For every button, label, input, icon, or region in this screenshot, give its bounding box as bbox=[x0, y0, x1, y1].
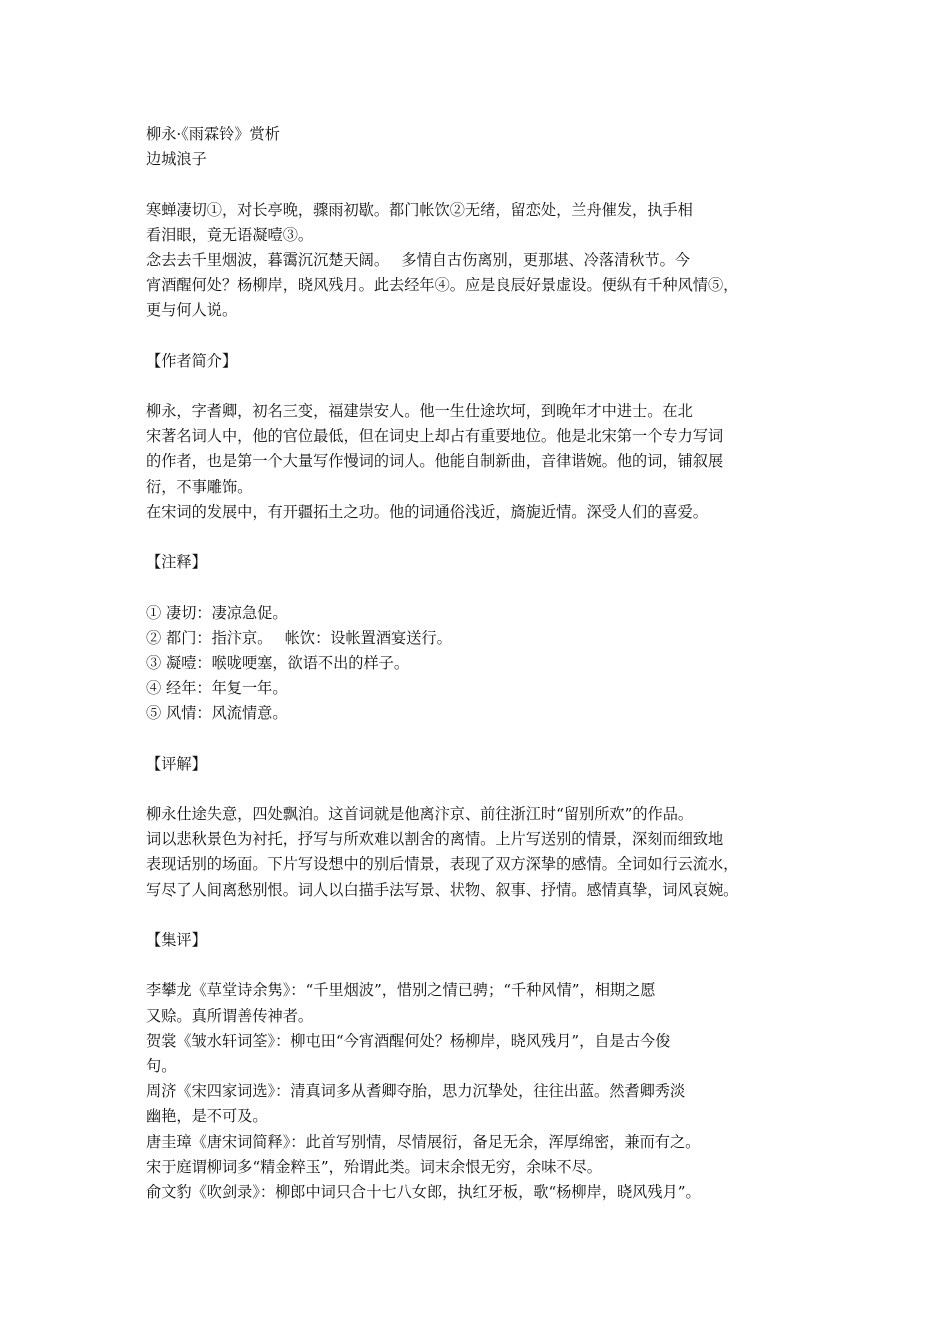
section-heading: 【作者简介】 bbox=[146, 351, 238, 370]
annotation-item: ② 都门：指汴京。 帐饮：设帐置酒宴送行。 bbox=[146, 628, 452, 647]
document-page bbox=[146, 122, 806, 1205]
paragraph-line: 的作者，也是第一个大量写作慢词的词人。他能自制新曲，音律谐婉。他的词，铺叙展 bbox=[146, 452, 724, 471]
section-commentary bbox=[146, 752, 806, 903]
section-author-intro bbox=[146, 349, 806, 525]
review-line: 周济《宋四家词选》：清真词多从耆卿夺胎，思力沉挚处，往往出蓝。然耆卿秀淡 bbox=[146, 1082, 686, 1101]
section-heading: 【评解】 bbox=[146, 754, 207, 773]
annotation-item: ④ 经年：年复一年。 bbox=[146, 679, 288, 698]
annotation-item: ① 凄切：凄凉急促。 bbox=[146, 603, 288, 622]
section-annotations bbox=[146, 550, 806, 726]
spacer bbox=[146, 374, 806, 399]
annotation-item: ⑤ 风情：风流情意。 bbox=[146, 704, 288, 723]
document-title: 柳永·《雨霖铃》赏析 bbox=[146, 125, 280, 143]
review-line: 唐圭璋《唐宋词简释》：此首写别情，尽情展衍，备足无余，浑厚绵密，兼而有之。 bbox=[146, 1132, 701, 1151]
section-heading: 【集评】 bbox=[146, 931, 207, 949]
poem-line: 看泪眼，竟无语凝噎③。 bbox=[146, 225, 314, 244]
review-line: 又赊。真所谓善传神者。 bbox=[146, 1006, 314, 1025]
review-line: 李攀龙《草堂诗余隽》：“千里烟波”，惜别之情已骋；“千种风情”，相期之愿 bbox=[146, 981, 656, 1000]
poem-line: 更与何人说。 bbox=[146, 301, 238, 320]
paragraph-line: 表现话别的场面。下片写设想中的别后情景，表现了双方深挚的感情。全词如行云流水， bbox=[146, 855, 739, 874]
paragraph-line: 写尽了人间离愁别恨。词人以白描手法写景、状物、叙事、抒情。感情真挚，词风哀婉。 bbox=[146, 880, 739, 899]
review-line: 俞文豹《吹剑录》：柳郎中词只合十七八女郎，执红牙板，歌“杨柳岸，晓风残月”。 bbox=[146, 1182, 701, 1201]
spacer bbox=[146, 903, 806, 928]
spacer bbox=[146, 575, 806, 600]
paragraph-line: 在宋词的发展中，有开疆拓土之功。他的词通俗浅近，旖旎近情。深受人们的喜爱。 bbox=[146, 502, 708, 521]
paragraph-line: 宋著名词人中，他的官位最低，但在词史上却占有重要地位。他是北宋第一个专力写词 bbox=[146, 427, 724, 446]
spacer bbox=[146, 324, 806, 349]
review-line: 幽艳，是不可及。 bbox=[146, 1107, 268, 1126]
spacer bbox=[146, 777, 806, 802]
spacer bbox=[146, 525, 806, 550]
review-line: 句。 bbox=[146, 1056, 177, 1075]
poem-line: 宵酒醒何处？杨柳岸，晓风残月。此去经年④。应是良辰好景虚设。便纵有千种风情⑤， bbox=[146, 276, 739, 295]
review-line: 贺裳《皱水轩词筌》：柳屯田“今宵酒醒何处？杨柳岸，晓风残月”，自是古今俊 bbox=[146, 1031, 671, 1050]
poem-line: 寒蝉凄切①，对长亭晚，骤雨初歇。都门帐饮②无绪，留恋处，兰舟催发，执手相 bbox=[146, 200, 693, 219]
poem-text bbox=[146, 198, 806, 324]
paragraph-line: 柳永仕途失意，四处飘泊。这首词就是他离汴京、前往浙江时“留别所欢”的作品。 bbox=[146, 805, 694, 824]
poem-line: 念去去千里烟波，暮霭沉沉楚天阔。 多情自古伤离别，更那堪、冷落清秋节。今 bbox=[146, 250, 690, 269]
annotation-item: ③ 凝噎：喉咙哽塞，欲语不出的样子。 bbox=[146, 653, 410, 672]
paragraph-line: 词以悲秋景色为衬托，抒写与所欢难以割舍的离情。上片写送别的情景，深刻而细致地 bbox=[146, 830, 724, 849]
section-heading: 【注释】 bbox=[146, 553, 207, 572]
paragraph-line: 柳永，字耆卿，初名三变，福建崇安人。他一生仕途坎坷，到晚年才中进士。在北 bbox=[146, 402, 693, 421]
author-line: 边城浪子 bbox=[146, 150, 207, 169]
review-line: 宋于庭谓柳词多“精金粹玉”，殆谓此类。词末余恨无穷，余味不尽。 bbox=[146, 1157, 602, 1176]
section-collected-reviews bbox=[146, 928, 806, 1205]
spacer bbox=[146, 727, 806, 752]
spacer bbox=[146, 953, 806, 978]
spacer bbox=[146, 172, 806, 197]
paragraph-line: 衍，不事雕饰。 bbox=[146, 477, 253, 496]
